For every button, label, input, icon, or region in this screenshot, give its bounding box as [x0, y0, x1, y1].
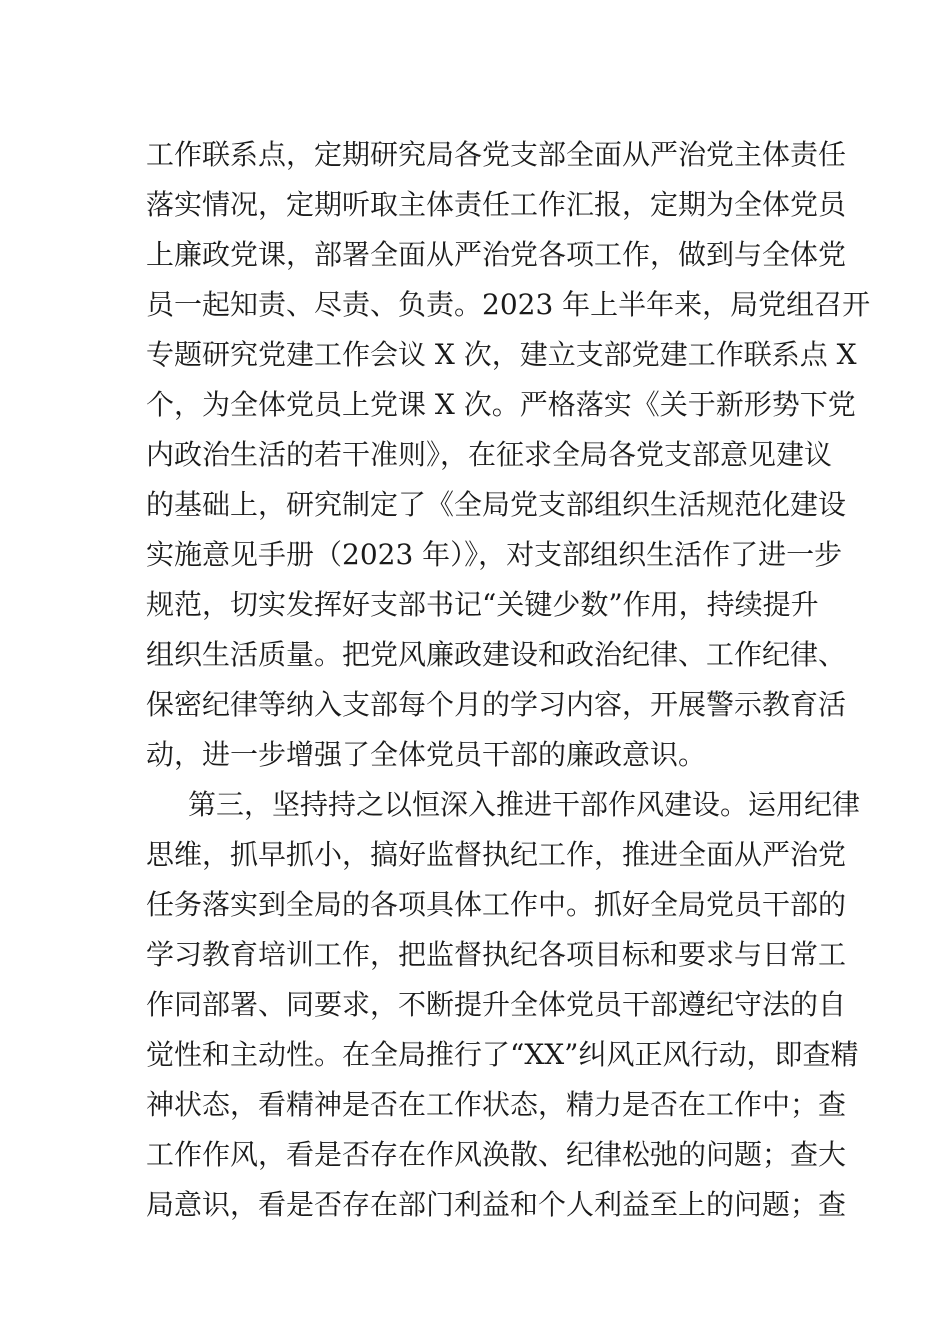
- text-line: 上廉政党课，部署全面从严治党各项工作，做到与全体党: [146, 238, 847, 271]
- text-line: 工作作风，看是否存在作风涣散、纪律松弛的问题；查大: [146, 1138, 847, 1171]
- text-line: 作同部署、同要求，不断提升全体党员干部遵纪守法的自: [146, 988, 847, 1021]
- text-line: 的基础上，研究制定了《全局党支部组织生活规范化建设: [146, 488, 847, 521]
- text-line: 规范，切实发挥好支部书记“关键少数”作用，持续提升: [146, 588, 819, 621]
- text-line: 工作联系点，定期研究局各党支部全面从严治党主体责任: [146, 138, 847, 171]
- text-line: 神状态，看精神是否在工作状态，精力是否在工作中；查: [146, 1088, 847, 1121]
- text-line: 学习教育培训工作，把监督执纪各项目标和要求与日常工: [146, 938, 847, 971]
- paragraph-first-line: 第三，坚持持之以恒深入推进干部作风建设。运用纪律: [188, 788, 861, 821]
- text-line: 思维，抓早抓小，搞好监督执纪工作，推进全面从严治党: [146, 838, 847, 871]
- paragraph-end-line: 动，进一步增强了全体党员干部的廉政意识。: [146, 738, 707, 771]
- text-line: 专题研究党建工作会议 X 次，建立支部党建工作联系点 X: [146, 338, 857, 371]
- text-line: 组织生活质量。把党风廉政建设和政治纪律、工作纪律、: [146, 638, 847, 671]
- text-line: 任务落实到全局的各项具体工作中。抓好全局党员干部的: [146, 888, 847, 921]
- text-line: 员一起知责、尽责、负责。2023 年上半年来，局党组召开: [146, 288, 871, 321]
- text-line: 觉性和主动性。在全局推行了“XX”纠风正风行动，即查精: [146, 1038, 859, 1071]
- text-line: 局意识，看是否存在部门利益和个人利益至上的问题；查: [146, 1188, 847, 1221]
- text-line: 实施意见手册（2023 年）》，对支部组织生活作了进一步: [146, 538, 843, 571]
- text-line: 落实情况，定期听取主体责任工作汇报，定期为全体党员: [146, 188, 847, 221]
- text-line: 内政治生活的若干准则》，在征求全局各党支部意见建议: [146, 438, 833, 471]
- text-line: 保密纪律等纳入支部每个月的学习内容，开展警示教育活: [146, 688, 847, 721]
- body-text: [146, 130, 871, 1230]
- text-line: 个，为全体党员上党课 X 次。严格落实《关于新形势下党: [146, 388, 856, 421]
